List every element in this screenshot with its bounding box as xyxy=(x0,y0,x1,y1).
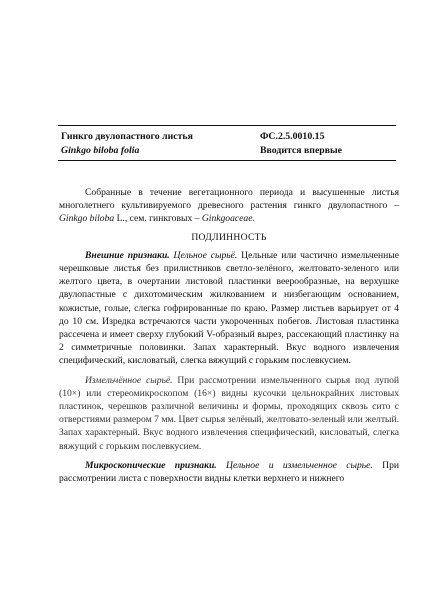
intro-text-a: Собранные в течение вегетационного периода и высушенные листья многолетнего культивируемого древесного растения гинкго двулопастного – xyxy=(59,187,399,212)
crushed-material-label: Измельчённое сырьё. xyxy=(85,374,173,386)
intro-text-c: . xyxy=(252,213,255,225)
intro-text-b: L., сем. гинкговых – xyxy=(114,213,202,225)
external-signs-text: Цельные или частично измельченные черешковые листья без прилистников светло-зелёного, желтовато-зеленого или желтого цвета, в очертании листовой пластинки веерообразные, на верхушке двулопастные с дихотомическим жилкованием и низбегающим основанием, кожистые, голые, слегка гофрированные по краю. Размер листьев варьирует от 4 до 10 см. Изредка встречаются части укороченных побегов. Листовая пластинка рассечена и имеет сверху глубокий V-образный вырез, рассекающий пластинку на 2 симметричные половинки. Запах характерный. Вкус водного извлечения специфический, кисловатый, слегка вяжущий с горьким послевкусием. xyxy=(59,249,399,367)
intro-paragraph xyxy=(59,186,399,226)
microscopic-signs-paragraph xyxy=(59,459,399,485)
intro-latin-family: Ginkgoaceae xyxy=(201,213,253,225)
crushed-material-paragraph xyxy=(59,374,399,453)
external-signs-paragraph xyxy=(59,249,399,368)
microscopic-signs-label: Микроскопические признаки. xyxy=(85,459,217,471)
microscopic-signs-sublabel: Цельное и измельченное сырье. xyxy=(216,459,373,471)
monograph-status: Вводится впервые xyxy=(260,145,343,156)
monograph-title: Гинкго двулопастного листья xyxy=(61,131,193,142)
crushed-material-text: При рассмотрении измельченного сырья под лупой (10×) или стереомикроскопом (16×) видны кусочки цельнокрайних листовых пластинок, черешков различной величины и формы, проходящих сквозь сито с отверстиями размером 7 мм. Цвет сырья зелёный, желтовато-зеленый или желтый. Запах характерный. Вкус водного извлечения специфический, кисловатый, слегка вяжущий с горьким послевкусием. xyxy=(59,374,400,452)
intro-latin-species: Ginkgo biloba xyxy=(59,213,115,225)
external-signs-sublabel: Цельное сырьё. xyxy=(169,249,238,261)
monograph-code: ФС.2.5.0010.15 xyxy=(260,131,325,142)
document-body xyxy=(59,186,399,485)
monograph-latin-title: Ginkgo biloba folia xyxy=(61,145,140,156)
external-signs-label: Внешние признаки. xyxy=(85,249,170,261)
microscopic-signs-text: При рассмотрении листа с поверхности видны клетки верхнего и нижнего xyxy=(59,459,399,485)
section-title: ПОДЛИННОСТЬ xyxy=(191,231,267,243)
monograph-header xyxy=(58,125,396,161)
